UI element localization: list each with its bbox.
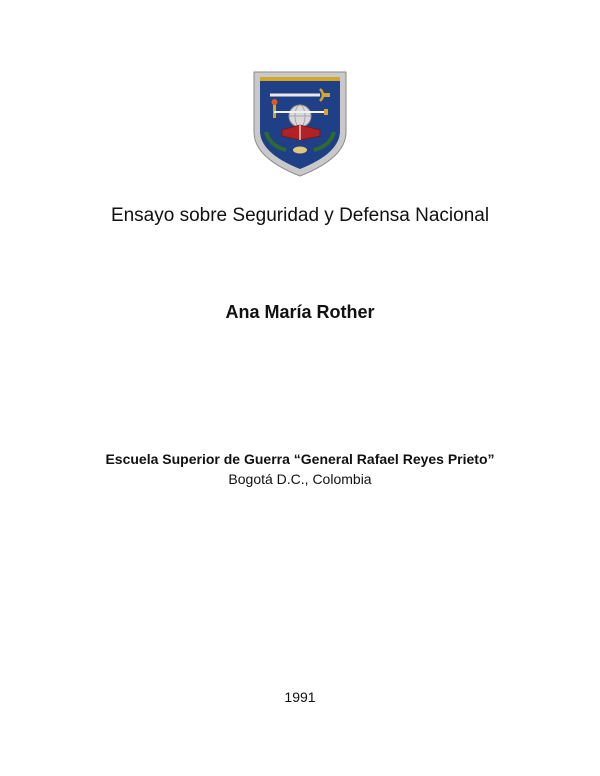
location: Bogotá D.C., Colombia (228, 471, 372, 487)
author-name: Ana María Rother (225, 302, 375, 322)
document-title: Ensayo sobre Seguridad y Defensa Nacional (110, 205, 490, 226)
institution-name: Escuela Superior de Guerra “General Rafael Reyes Prieto” (105, 451, 495, 467)
publication-year: 1991 (284, 689, 316, 705)
crest-icon (252, 70, 348, 178)
